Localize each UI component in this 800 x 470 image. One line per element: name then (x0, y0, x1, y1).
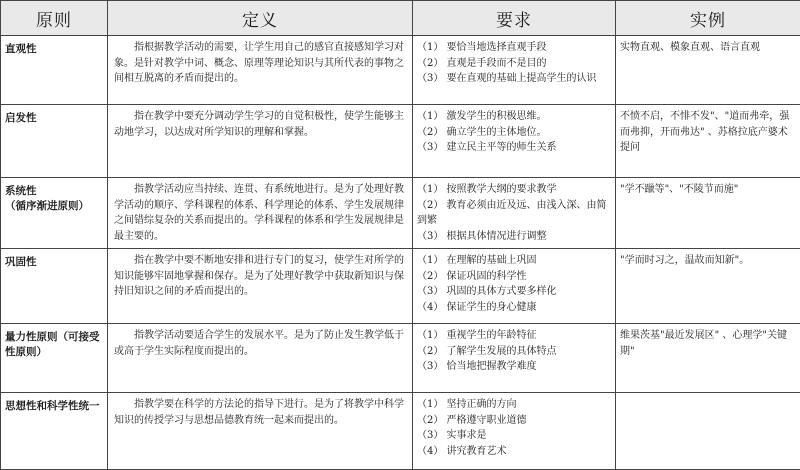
requirement-item: （1） 要恰当地选择直观手段 (417, 40, 613, 56)
principle-name: 量力性原则（可接受性原则） (1, 324, 108, 393)
requirement-item: （3） 根据具体情况进行调整 (417, 229, 613, 245)
table-row (1, 324, 800, 393)
requirement-item: （2） 严格遵守职业道德 (417, 413, 613, 429)
table-row (1, 249, 800, 324)
requirement-item: （2） 教育必须由近及远、由浅入深、由简到繁 (417, 198, 613, 229)
header-row (1, 1, 800, 36)
header-principle: 原则 (1, 1, 108, 36)
principle-definition: 指教学活动应当持续、连贯、有系统地进行。是为了处理好教学活动的顺序、学科课程的体系、科学理论的体系、学生发展规律之间错综复杂的关系而提出的。学科课程的体系和学生发展规律是最主要的。 (108, 178, 413, 249)
principle-example: 实物直观、模象直观、语言直观 (616, 36, 800, 105)
principle-example: 不愤不启，不悱不发"、"道而弗牵，强而弗抑，开而弗达" 、苏格拉底产婆术 提问 (616, 105, 800, 178)
principle-definition: 指在教学中要充分调动学生学习的自觉积极性，使学生能够主动地学习，以达成对所学知识的理解和掌握。 (108, 105, 413, 178)
principle-definition: 指根据教学活动的需要，让学生用自己的感官直接感知学习对象。是针对教学中词、概念、原理等理论知识与其所代表的事物之间相互脱离的矛盾而提出的。 (108, 36, 413, 105)
principle-name: 思想性和科学性统一 (1, 393, 108, 470)
principle-example (616, 393, 800, 470)
requirement-item: （2） 直观是手段而不是目的 (417, 56, 613, 72)
principle-name: 巩固性 (1, 249, 108, 324)
principle-example: "学不躐等"、"不陵节而施" (616, 178, 800, 249)
requirement-item: （2） 了解学生发展的具体特点 (417, 344, 613, 360)
table-row (1, 36, 800, 105)
header-requirements: 要求 (413, 1, 616, 36)
principle-requirements (413, 324, 616, 393)
principle-definition: 指教学要在科学的方法论的指导下进行。是为了将教学中科学知识的传授学习与思想品德教育统一起来而提出的。 (108, 393, 413, 470)
principle-definition: 指教学活动要适合学生的发展水平。是为了防止发生教学低于或高于学生实际程度而提出的。 (108, 324, 413, 393)
principle-example: 维果茨基"最近发展区" 、心理学"关键期" (616, 324, 800, 393)
requirement-item: （3） 建立民主平等的师生关系 (417, 140, 613, 156)
requirement-item: （1） 坚持正确的方向 (417, 397, 613, 413)
requirement-item: （3） 要在直观的基础上提高学生的认识 (417, 71, 613, 87)
principle-requirements (413, 393, 616, 470)
requirement-item: （2） 保证巩固的科学性 (417, 269, 613, 285)
requirement-item: （3） 巩固的具体方式要多样化 (417, 284, 613, 300)
principle-requirements (413, 36, 616, 105)
principle-requirements (413, 105, 616, 178)
principle-example: "学而时习之，温故而知新"。 (616, 249, 800, 324)
requirement-item: （4） 讲究教育艺术 (417, 444, 613, 460)
header-definition: 定义 (108, 1, 413, 36)
principle-definition: 指在教学中要不断地安排和进行专门的复习，使学生对所学的知识能够牢固地掌握和保存。是为了处理好教学中获取新知识与保持旧知识之间的矛盾而提出的。 (108, 249, 413, 324)
principle-name: 直观性 (1, 36, 108, 105)
requirement-item: （1） 激发学生的积极思维。 (417, 109, 613, 125)
principle-name: 系统性 （循序渐进原则） (1, 178, 108, 249)
requirement-item: （2） 确立学生的主体地位。 (417, 125, 613, 141)
requirement-item: （3） 恰当地把握教学难度 (417, 359, 613, 375)
table-row (1, 178, 800, 249)
table-row (1, 105, 800, 178)
principle-requirements (413, 249, 616, 324)
requirement-item: （1） 重视学生的年龄特征 (417, 328, 613, 344)
header-example: 实例 (616, 1, 800, 36)
requirement-item: （1） 按照教学大纲的要求教学 (417, 182, 613, 198)
requirement-item: （4） 保证学生的身心健康 (417, 300, 613, 316)
requirement-item: （1） 在理解的基础上巩固 (417, 253, 613, 269)
requirement-item: （3） 实事求是 (417, 428, 613, 444)
principle-name: 启发性 (1, 105, 108, 178)
principle-requirements (413, 178, 616, 249)
table-row (1, 393, 800, 470)
